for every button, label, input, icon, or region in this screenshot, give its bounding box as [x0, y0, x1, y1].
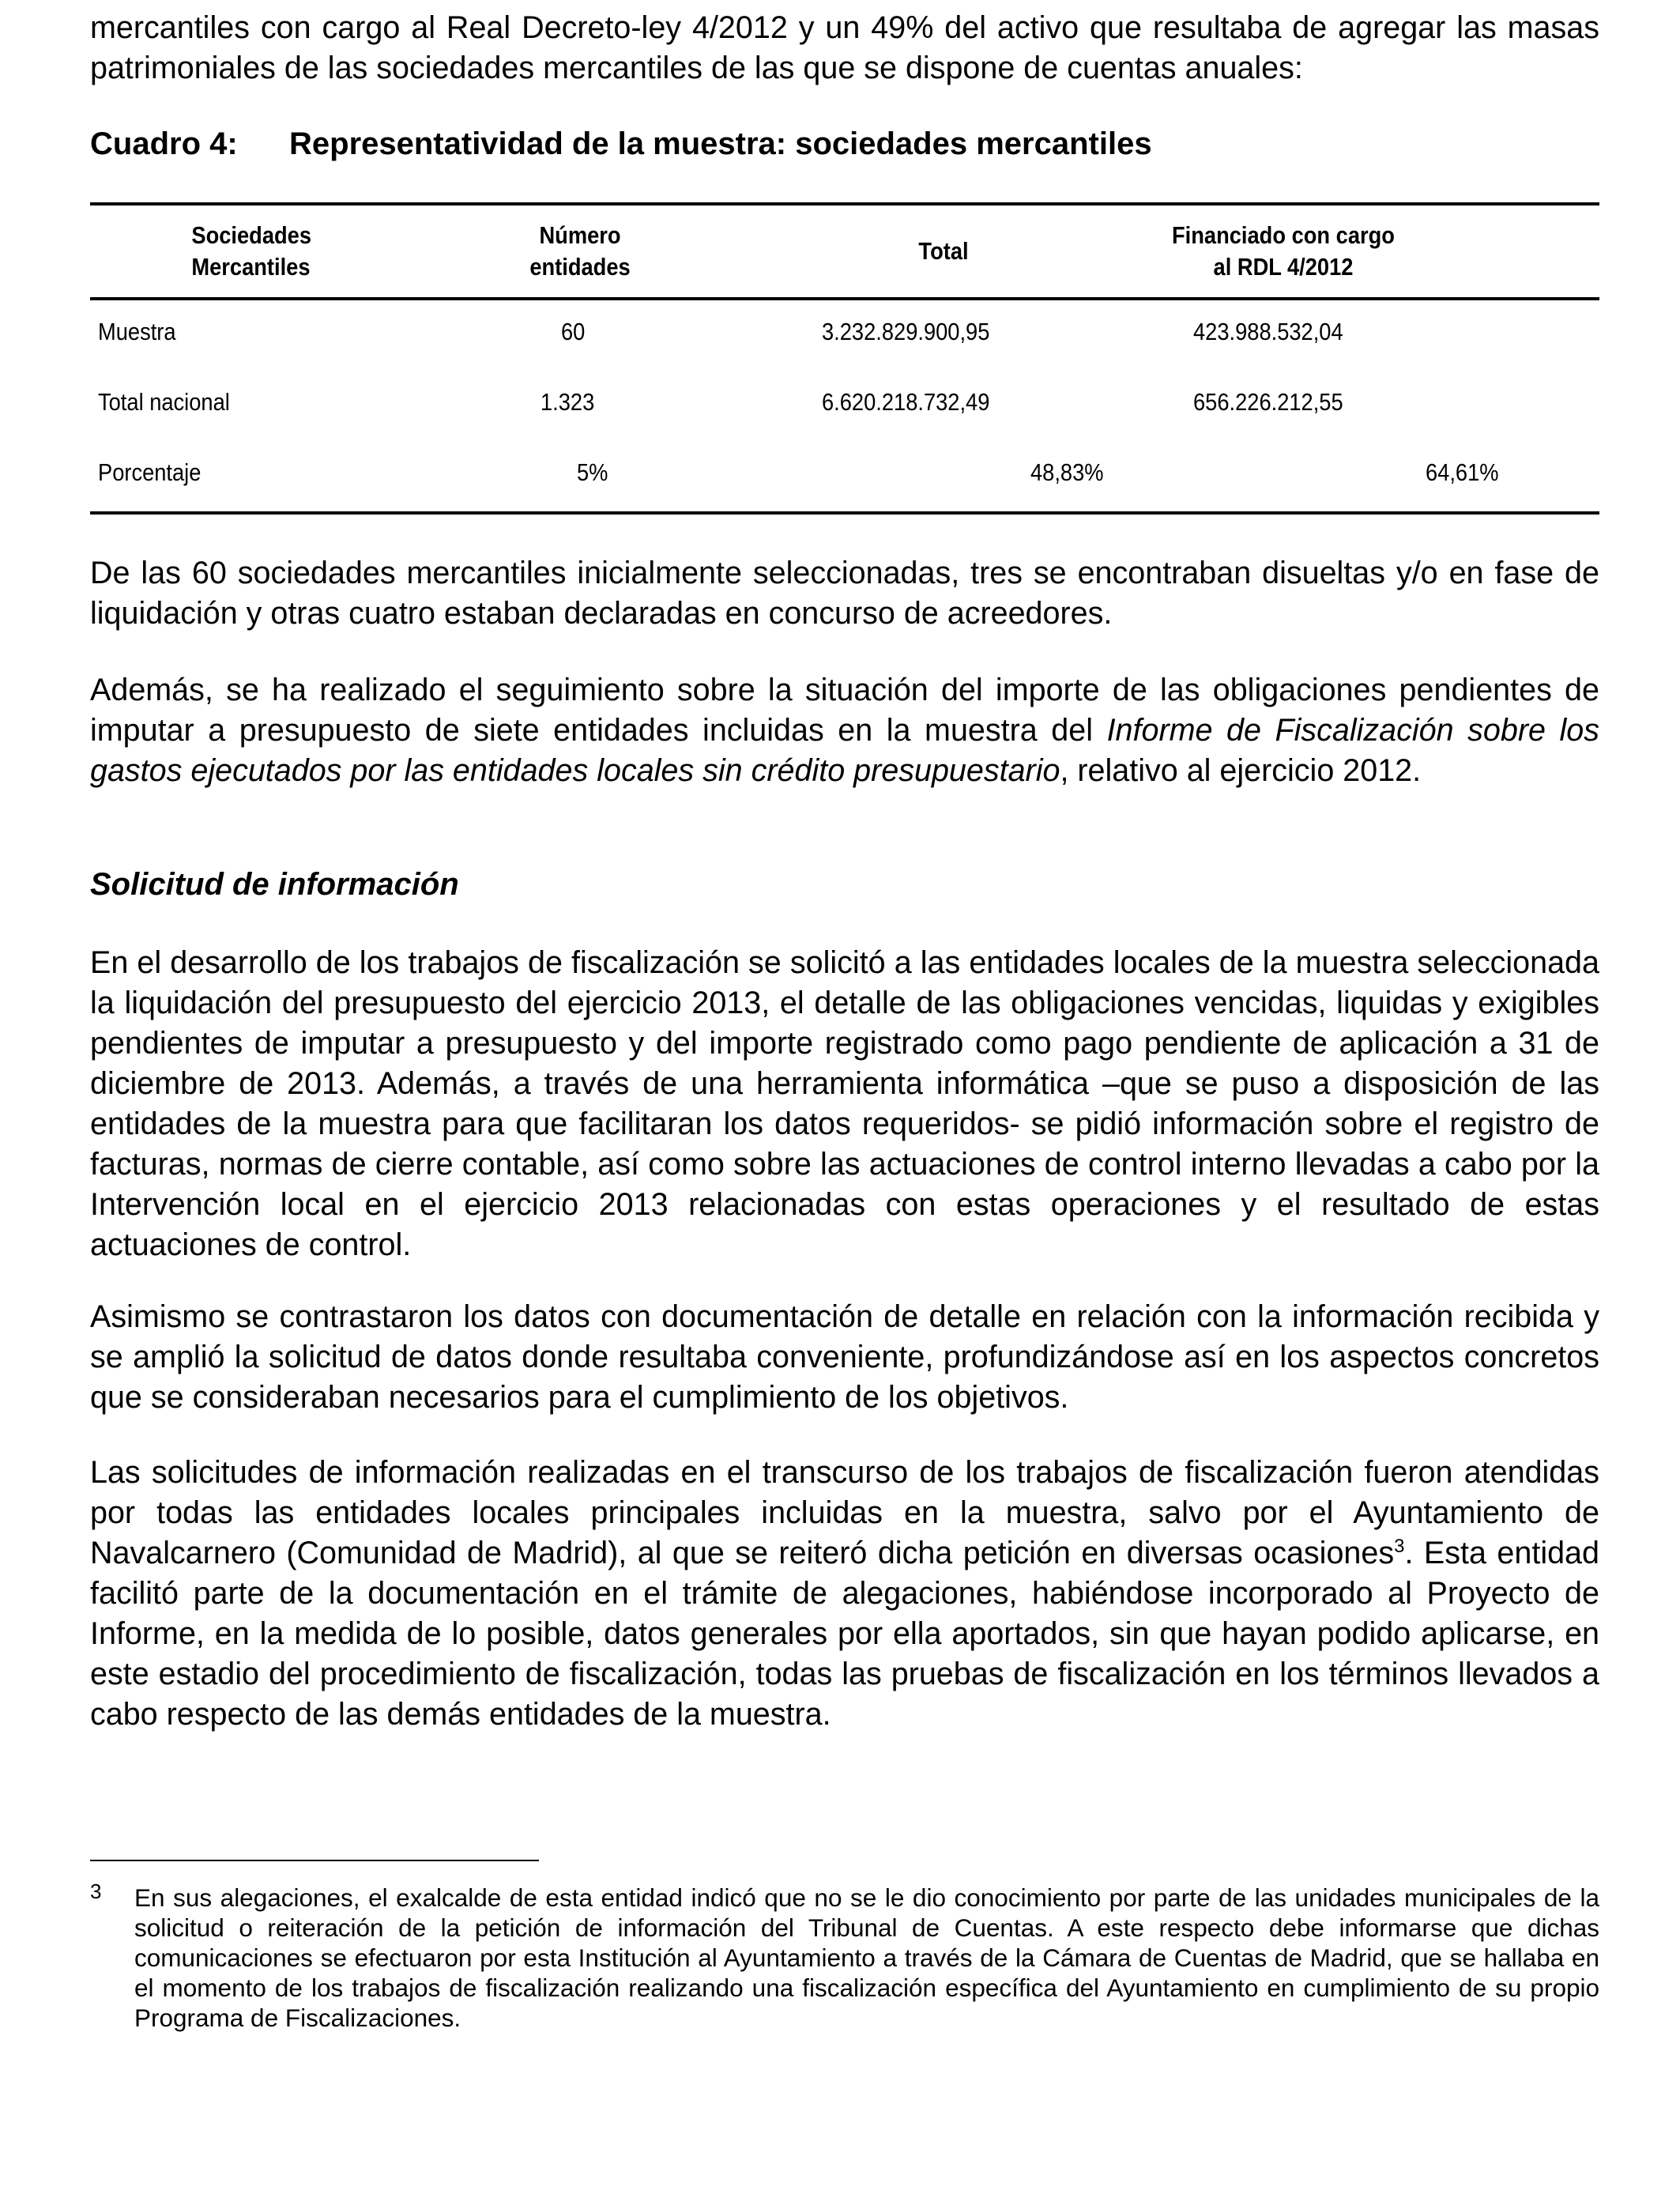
- header-numero-line2: entidades: [529, 253, 631, 281]
- row-numero: 5%: [577, 458, 608, 486]
- row-numero: 60: [561, 318, 586, 345]
- paragraph-seguimiento-tail: , relativo al ejercicio 2012.: [1060, 753, 1422, 788]
- row-total: 3.232.829.900,95: [822, 318, 990, 345]
- intro-paragraph: mercantiles con cargo al Real Decreto-ley 4/2012 y un 49% del activo que resultaba de agregar las masas patrimoniales de las sociedades mercantiles de las que se dispone de cuentas anuales:: [90, 10, 1599, 85]
- footnote-text: En sus alegaciones, el exalcalde de esta entidad indicó que no se le dio conocimiento por parte de las unidades municipales de la solicitud o reiteración de la petición de información del Tribunal de Cuentas. A este respecto debe informarse que dichas comunicaciones se efectuaron por esta Institución al Ayuntamiento a través de la Cámara de Cuentas de Madrid, que se hallaba en el momento de los trabajos de fiscalización realizando una fiscalización específica del Ayuntamiento en cumplimiento de su propio Programa de Fiscalizaciones.: [134, 1883, 1599, 2032]
- footnote: [90, 1879, 1599, 2033]
- table-header-row: [90, 205, 1599, 300]
- row-financiado: 423.988.532,04: [1193, 318, 1343, 345]
- header-financiado-line1: Financiado con cargo: [1172, 221, 1395, 249]
- paragraph-seguimiento-text: Además, se ha realizado el seguimiento sobre la situación del importe de las obligaciones pendientes de imputar a presupuesto de siete entidades incluidas en la muestra del: [90, 673, 1599, 748]
- paragraph-asimismo: Asimismo se contrastaron los datos con documentación de detalle en relación con la información recibida y se amplió la solicitud de datos donde resultaba conveniente, profundizándose así en los aspectos concretos que se consideraban necesarios para el cumplimiento de los objetivos.: [90, 1299, 1599, 1415]
- footnote-number: 3: [90, 1879, 102, 1903]
- table-caption-title: Representatividad de la muestra: sociedades mercantiles: [289, 126, 1152, 161]
- paragraph-solicitudes-tail: . Esta entidad facilitó parte de la documentación en el trámite de alegaciones, habiéndose incorporado al Proyecto de Informe, en la medida de lo posible, datos generales por ella aportados, sin que hayan podido aplicarse, en este estadio del procedimiento de fiscalización, todas las pruebas de fiscalización en los términos llevados a cabo respecto de las demás entidades de la muestra.: [90, 1536, 1599, 1732]
- table-row: [90, 371, 1599, 441]
- footnote-separator: [90, 1860, 539, 1861]
- row-label: Porcentaje: [98, 458, 202, 486]
- header-numero-line1: Número: [539, 221, 621, 249]
- paragraph-solicitudes-text: Las solicitudes de información realizadas en el transcurso de los trabajos de fiscalización fueron atendidas por todas las entidades locales principales incluidas en la muestra, salvo por el Ayuntamiento de Navalcarnero (Comunidad de Madrid), al que se reiteró dicha petición en diversas ocasiones: [90, 1455, 1599, 1570]
- row-label: Muestra: [98, 318, 176, 345]
- table-row: [90, 441, 1599, 511]
- paragraph-solicitudes: [90, 1453, 1599, 1735]
- header-sociedades-line2: Mercantiles: [191, 253, 311, 281]
- paragraph-seguimiento: [90, 670, 1599, 791]
- header-sociedades-line1: Sociedades: [191, 221, 312, 249]
- sample-table: [90, 202, 1599, 515]
- header-financiado-line2: al RDL 4/2012: [1213, 253, 1354, 281]
- footnote-reference[interactable]: 3: [1394, 1535, 1405, 1557]
- header-financiado: [1158, 220, 1409, 283]
- row-total: 6.620.218.732,49: [822, 388, 990, 416]
- row-financiado: 64,61%: [1426, 458, 1499, 486]
- row-label: Total nacional: [98, 388, 230, 416]
- table-row: [90, 300, 1599, 371]
- section-heading: Solicitud de información: [90, 867, 459, 902]
- table-caption: [90, 123, 1599, 164]
- header-sociedades: [191, 220, 312, 283]
- row-total: 48,83%: [1030, 458, 1104, 486]
- header-numero: [525, 220, 636, 283]
- header-total: Total: [918, 237, 969, 265]
- row-numero: 1.323: [541, 388, 595, 416]
- paragraph-desarrollo: En el desarrollo de los trabajos de fiscalización se solicitó a las entidades locales de la muestra seleccionada la liquidación del presupuesto del ejercicio 2013, el detalle de las obligaciones vencidas, liquidas y exigibles pendientes de imputar a presupuesto y del importe registrado como pago pendiente de aplicación a 31 de diciembre de 2013. Además, a través de una herramienta informática –que se puso a disposición de las entidades de la muestra para que facilitaran los datos requeridos- se pidió información sobre el registro de facturas, normas de cierre contable, así como sobre las actuaciones de control interno llevadas a cabo por la Intervención local en el ejercicio 2013 relacionadas con estas operaciones y el resultado de estas actuaciones de control.: [90, 945, 1599, 1262]
- report-title-italic: Informe de Fiscalización sobre los gastos ejecutados por las entidades locales sin crédito presupuestario: [90, 713, 1599, 788]
- row-financiado: 656.226.212,55: [1193, 388, 1343, 416]
- table-caption-number: Cuadro 4:: [90, 126, 238, 161]
- paragraph-muestra: De las 60 sociedades mercantiles inicialmente seleccionadas, tres se encontraban disueltas y/o en fase de liquidación y otras cuatro estaban declaradas en concurso de acreedores.: [90, 556, 1599, 631]
